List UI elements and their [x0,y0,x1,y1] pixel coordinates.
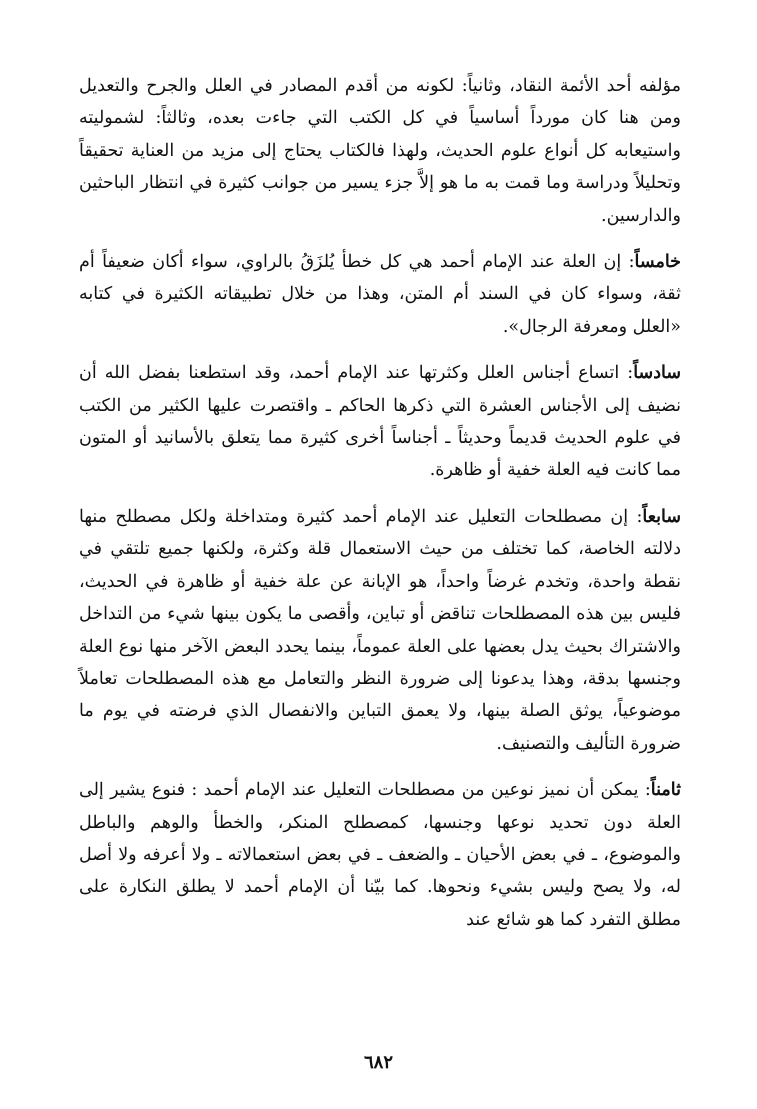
paragraph-1-text: مؤلفه أحد الأئمة النقاد، وثانياً: لكونه من أقدم المصادر في العلل والجرح والتعديل ومن هنا كان مورداً أساسياً في كل الكتب التي جاءت بعده، وثالثاً: لشموليته واستيعابه كل أنواع علوم الحديث، ولهذا فالكتاب يحتاج إلى مزيد من العناية تحقيقاً وتحليلاً ودراسة وما قمت به ما هو إلاَّ جزء يسير من جوانب كثيرة في انتظار الباحثين والدارسين. [79,76,681,226]
paragraph-6th [79,357,681,487]
paragraph-5th [79,246,681,343]
paragraph-8th-lead: ثامناً [650,780,681,801]
paragraph-7th-text: : إن مصطلحات التعليل عند الإمام أحمد كثيرة ومتداخلة ولكل مصطلح منها دلالته الخاصة، كما تختلف من حيث الاستعمال قلة وكثرة، ولكنها جميع تلتقي في نقطة واحدة، وتخدم غرضاً واحداً، هو الإبانة عن علة خفية أو ظاهرة في الحديث، فليس بين هذه المصطلحات تناقض أو تباين، وأقصى ما يكون بينها شيء من التداخل والاشتراك بحيث يدل بعضها على العلة عموماً، بينما يحدد البعض الآخر منها نوع العلة وجنسها بدقة، وهذا يدعونا إلى ضرورة النظر والتعامل مع هذه المصطلحات تعاملاً موضوعياً، يوثق الصلة بينها، ولا يعمق التباين والانفصال الذي فرضته في يوم ما ضرورة التأليف والتصنيف. [79,506,681,754]
paragraph-6th-text: : اتساع أجناس العلل وكثرتها عند الإمام أحمد، وقد استطعنا بفضل الله أن نضيف إلى الأجناس العشرة التي ذكرها الحاكم ـ واقتصرت عليها الكثير من الكتب في علوم الحديث قديماً وحديثاً ـ أجناساً أخرى كثيرة مما يتعلق بالأسانيد أو المتون مما كانت فيه العلة خفية أو ظاهرة. [79,363,681,481]
paragraph-8th-text: : يمكن أن نميز نوعين من مصطلحات التعليل عند الإمام أحمد : فنوع يشير إلى العلة دون تحديد نوعها وجنسها، كمصطلح المنكر، والخطأ والوهم والباطل والموضوع، ـ في بعض الأحيان ـ والضعف ـ في بعض استعمالاته ـ ولا أعرفه ولا أصل له، ولا يصح وليس بشيء ونحوها. كما بيّنا أن الإمام أحمد لا يطلق النكارة على مطلق التفرد كما هو شائع عند [79,780,681,930]
paragraph-8th [79,774,681,936]
paragraph-6th-lead: سادساً [633,363,681,384]
paragraph-5th-text: : إن العلة عند الإمام أحمد هي كل خطأ يُلزَقُ بالراوي، سواء أكان ضعيفاً أم ثقة، وسواء كان في السند أم المتن، وهذا من خلال تطبيقاته الكثيرة في كتابه «العلل ومعرفة الرجال». [79,252,681,337]
page-body [79,70,681,950]
paragraph-5th-lead: خامساً [634,252,681,273]
paragraph-1 [79,70,681,232]
paragraph-7th [79,501,681,760]
page-number: ٦٨٢ [363,1052,393,1073]
paragraph-7th-lead: سابعاً [642,506,681,527]
